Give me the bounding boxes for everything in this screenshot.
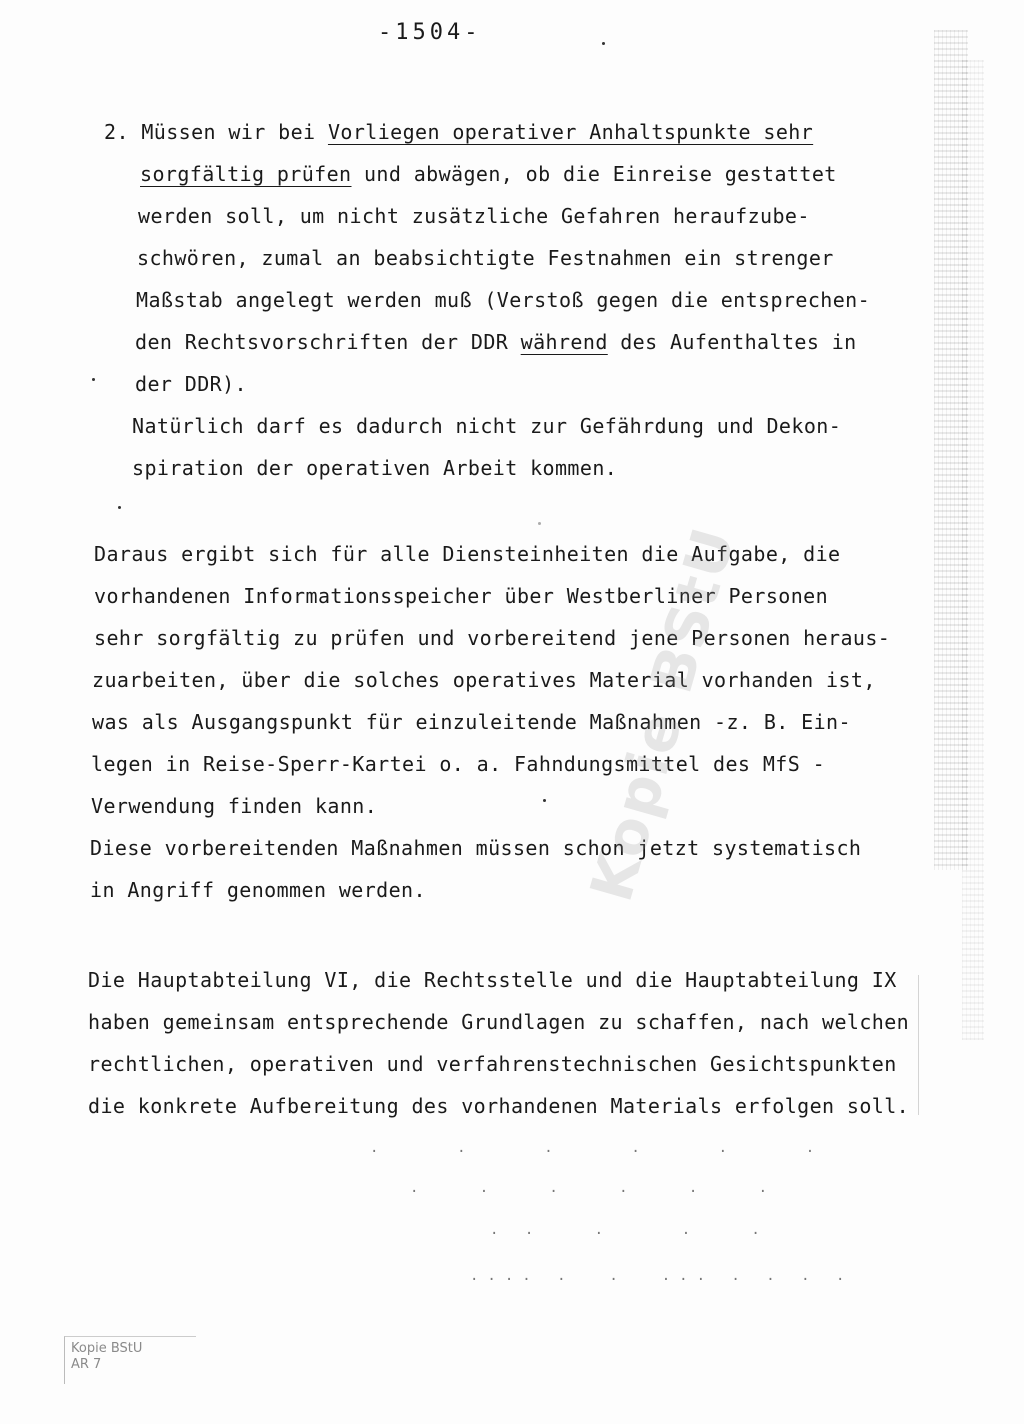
item2-line-5: Maßstab angelegt werden muß (Verstoß gegen die entsprechen- <box>136 288 871 312</box>
item2-line-2-post: und abwägen, ob die Einreise gestattet <box>351 162 837 186</box>
item2-line-6-underlined: während <box>520 330 608 354</box>
margin-mark <box>918 975 919 1115</box>
para2-line-7: Verwendung finden kann. <box>91 794 378 818</box>
scan-speck <box>543 799 546 802</box>
para2-line-6: legen in Reise-Sperr-Kartei o. a. Fahndungsmittel des MfS - <box>91 752 826 776</box>
item2-line-8: Natürlich darf es dadurch nicht zur Gefährdung und Dekon- <box>132 414 842 438</box>
para3-line-2: haben gemeinsam entsprechende Grundlagen zu schaffen, nach welchen <box>88 1010 910 1034</box>
item2-line-1-pre: 2. Müssen wir bei <box>104 120 328 144</box>
para2-line-3: sehr sorgfältig zu prüfen und vorbereitend jene Personen heraus- <box>94 626 891 650</box>
scan-noise-row: . . . . . <box>490 1222 769 1238</box>
scan-speck <box>538 522 541 525</box>
scan-noise-row: .... . . ... . . . . <box>470 1268 854 1284</box>
scan-noise-row: . . . . . . <box>370 1140 824 1156</box>
archive-stamp <box>64 1336 196 1384</box>
item2-line-6-pre: den Rechtsvorschriften der DDR <box>135 330 521 354</box>
item2-line-9: spiration der operativen Arbeit kommen. <box>132 456 618 480</box>
para2-line-1: Daraus ergibt sich für alle Diensteinheiten die Aufgabe, die <box>94 542 841 566</box>
item2-line-7: der DDR). <box>135 372 247 396</box>
item2-line-4: schwören, zumal an beabsichtigte Festnahmen ein strenger <box>137 246 834 270</box>
item2-line-1 <box>104 120 813 144</box>
scan-speck <box>92 378 95 381</box>
item2-line-3: werden soll, um nicht zusätzliche Gefahren heraufzube- <box>138 204 810 228</box>
archive-stamp-line-1: Kopie BStU <box>71 1341 143 1356</box>
para3-line-3: rechtlichen, operativen und verfahrenstechnischen Gesichtspunkten <box>88 1052 897 1076</box>
page-number: -1504- <box>378 20 482 45</box>
item2-line-6-post: des Aufenthaltes in <box>607 330 857 354</box>
scan-speck <box>118 506 121 509</box>
para2-line-5: was als Ausgangspunkt für einzuleitende Maßnahmen -z. B. Ein- <box>92 710 851 734</box>
para2-line-9: in Angriff genommen werden. <box>90 878 426 902</box>
para3-line-1: Die Hauptabteilung VI, die Rechtsstelle und die Hauptabteilung IX <box>88 968 897 992</box>
para2-line-8: Diese vorbereitenden Maßnahmen müssen schon jetzt systematisch <box>90 836 862 860</box>
para2-line-2: vorhandenen Informationsspeicher über Westberliner Personen <box>94 584 829 608</box>
para2-line-4: zuarbeiten, über die solches operatives Material vorhanden ist, <box>92 668 876 692</box>
scan-edge-shadow-light <box>962 60 984 1040</box>
item2-line-2 <box>140 162 837 186</box>
scan-speck <box>602 42 605 45</box>
para3-line-4: die konkrete Aufbereitung des vorhandenen Materials erfolgen soll. <box>88 1094 910 1118</box>
item2-line-1-underlined: Vorliegen operativer Anhaltspunkte sehr <box>327 120 814 144</box>
item2-line-6 <box>135 330 857 354</box>
scan-noise-row: . . . . . . <box>410 1180 777 1196</box>
watermark-text: Kopie BStU <box>576 519 749 909</box>
archive-stamp-line-2: AR 7 <box>71 1357 102 1372</box>
item2-line-2-underlined: sorgfältig prüfen <box>140 162 352 186</box>
